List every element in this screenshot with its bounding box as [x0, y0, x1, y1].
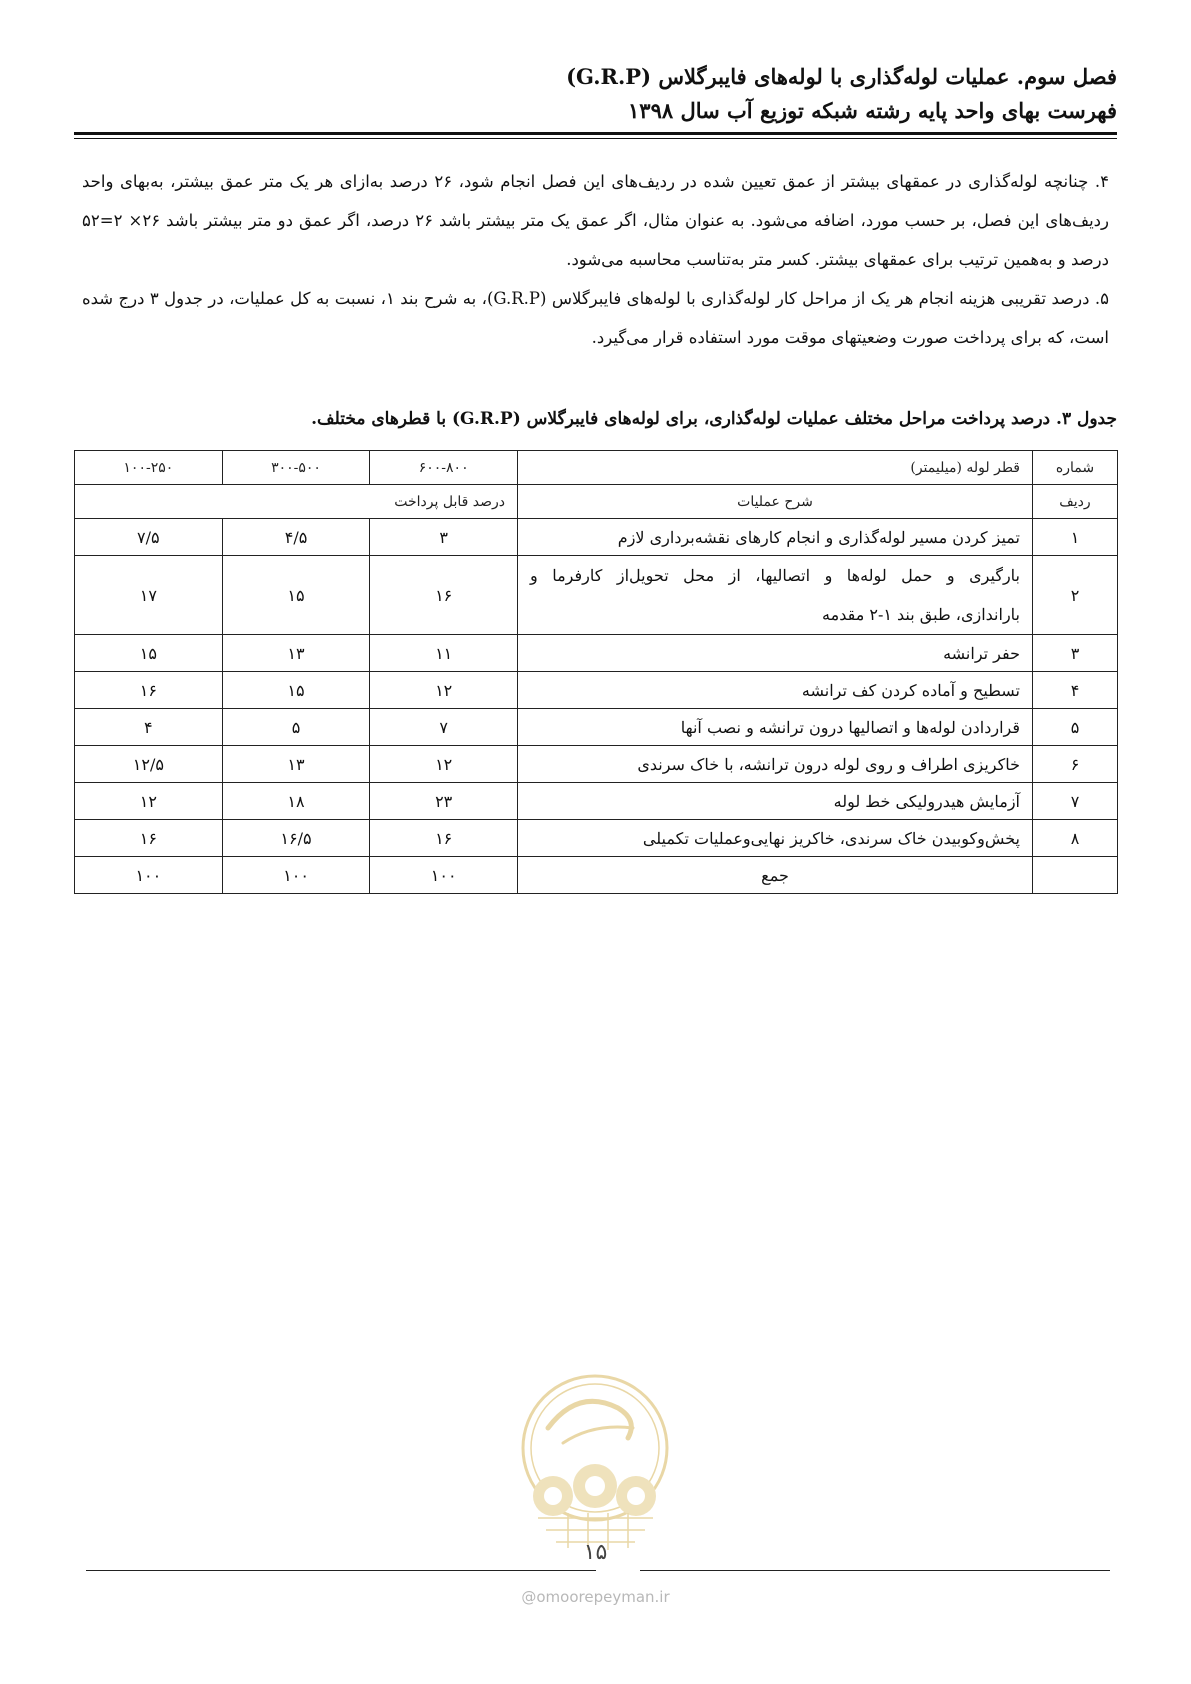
footer-rule-right [640, 1570, 1110, 1571]
paragraph-4: ۴. چنانچه لوله‌گذاری در عمقهای بیشتر از عمق تعیین شده در ردیف‌های این فصل انجام شود، ۲۶ درصد به‌ازای هر یک متر عمق بیشتر، به‌بهای واحد ردیف‌های این فصل، بر حسب مورد، اضافه می‌شود. به عنوان مثال، اگر عمق یک متر بیشتر باشد ۲۶ درصد، اگر عمق دو متر بیشتر باشد ۲۶× ۲=۵۲ درصد و به‌همین ترتیب برای عمقهای بیشتر. کسر متر به‌تناسب محاسبه می‌شود. [82, 172, 1110, 269]
operation-description: قراردادن لوله‌ها و اتصالیها درون ترانشه و نصب آنها [518, 709, 1033, 746]
percent-cell: ۱۶ [370, 556, 518, 635]
operation-description: پخش‌وکوبیدن خاک سرندی، خاکریز نهایی‌وعملیات تکمیلی [518, 820, 1033, 857]
description-line: بارگیری و حمل لوله‌ها و اتصالیها، از محل تحویل‌از کارفرما و [530, 566, 1020, 585]
row-number-empty [1033, 857, 1118, 894]
operation-description: خاکریزی اطراف و روی لوله درون ترانشه، با خاک سرندی [518, 746, 1033, 783]
document-title: فهرست بهای واحد پایه رشته شبکه توزیع آب سال ۱۳۹۸ [628, 98, 1117, 123]
percent-cell: ۷ [370, 709, 518, 746]
percent-cell: ۷/۵ [75, 519, 223, 556]
row-number: ۴ [1033, 672, 1118, 709]
row-number: ۳ [1033, 635, 1118, 672]
diameter-300-500: ۳۰۰-۵۰۰ [222, 451, 370, 485]
percent-cell: ۱۶ [75, 672, 223, 709]
header-rule-thin [74, 138, 1117, 139]
table-row [75, 519, 1118, 556]
row-number: ۲ [1033, 556, 1118, 635]
percent-cell: ۱۳ [222, 746, 370, 783]
footer-website: @omoorepeyman.ir [521, 1588, 670, 1606]
percent-cell: ۱۶ [370, 820, 518, 857]
table-caption: جدول ۳. درصد پرداخت مراحل مختلف عملیات لوله‌گذاری، برای لوله‌های فایبرگلاس (G.R.P) با قطرهای مختلف. [311, 409, 1117, 429]
percent-cell: ۱۵ [222, 556, 370, 635]
header-rule-thick [74, 132, 1117, 135]
percent-cell: ۱۸ [222, 783, 370, 820]
table-row [75, 709, 1118, 746]
operation-description [518, 556, 1033, 635]
description-line: باراندازی، طبق بند ۱-۲ مقدمه [822, 605, 1020, 624]
diameter-100-250: ۱۰۰-۲۵۰ [75, 451, 223, 485]
operation-description: تسطیح و آماده کردن کف ترانشه [518, 672, 1033, 709]
percent-cell: ۱۲ [75, 783, 223, 820]
page-number: ۱۵ [583, 1540, 608, 1565]
percent-cell: ۲۳ [370, 783, 518, 820]
percent-cell: ۱۳ [222, 635, 370, 672]
table-row [75, 672, 1118, 709]
percent-cell: ۱۲ [370, 672, 518, 709]
row-number-header: شماره [1033, 451, 1118, 485]
percent-cell: ۴/۵ [222, 519, 370, 556]
row-number: ۱ [1033, 519, 1118, 556]
operation-description: حفر ترانشه [518, 635, 1033, 672]
percent-cell: ۴ [75, 709, 223, 746]
page-header [67, 60, 1117, 128]
percent-cell: ۱۱ [370, 635, 518, 672]
body-text [82, 162, 1109, 357]
operation-description: تمیز کردن مسیر لوله‌گذاری و انجام کارهای نقشه‌برداری لازم [518, 519, 1033, 556]
total-label: جمع [518, 857, 1033, 894]
percent-cell: ۱۷ [75, 556, 223, 635]
table-row [75, 635, 1118, 672]
row-label-header: ردیف [1033, 485, 1118, 519]
table-row [75, 556, 1118, 635]
total-cell: ۱۰۰ [370, 857, 518, 894]
percent-cell: ۱۵ [75, 635, 223, 672]
total-cell: ۱۰۰ [75, 857, 223, 894]
row-number: ۶ [1033, 746, 1118, 783]
table-row [75, 783, 1118, 820]
description-header: شرح عملیات [518, 485, 1033, 519]
table-total-row [75, 857, 1118, 894]
percent-cell: ۳ [370, 519, 518, 556]
operation-description: آزمایش هیدرولیکی خط لوله [518, 783, 1033, 820]
row-number: ۷ [1033, 783, 1118, 820]
payment-percentage-table [74, 450, 1118, 894]
watermark-logo [508, 1368, 683, 1558]
percent-cell: ۱۶/۵ [222, 820, 370, 857]
table-subheader-row [75, 485, 1118, 519]
table-row [75, 746, 1118, 783]
percent-cell: ۱۵ [222, 672, 370, 709]
paragraph-5: ۵. درصد تقریبی هزینه انجام هر یک از مراحل کار لوله‌گذاری با لوله‌های فایبرگلاس (G.R.P)، به شرح بند ۱، نسبت به کل عملیات، در جدول ۳ درج شده است، که برای پرداخت صورت وضعیتهای موقت مورد استفاده قرار می‌گیرد. [82, 289, 1109, 347]
diameter-600-800: ۶۰۰-۸۰۰ [370, 451, 518, 485]
row-number: ۸ [1033, 820, 1118, 857]
percent-payable-header: درصد قابل پرداخت [75, 485, 518, 519]
chapter-title: فصل سوم. عملیات لوله‌گذاری با لوله‌های فایبرگلاس (G.R.P) [566, 64, 1117, 89]
table-row [75, 820, 1118, 857]
diameter-header: قطر لوله (میلیمتر) [518, 451, 1033, 485]
percent-cell: ۵ [222, 709, 370, 746]
percent-cell: ۱۲/۵ [75, 746, 223, 783]
row-number: ۵ [1033, 709, 1118, 746]
percent-cell: ۱۶ [75, 820, 223, 857]
percent-cell: ۱۲ [370, 746, 518, 783]
total-cell: ۱۰۰ [222, 857, 370, 894]
footer-rule-left [86, 1570, 596, 1571]
table-header-row [75, 451, 1118, 485]
